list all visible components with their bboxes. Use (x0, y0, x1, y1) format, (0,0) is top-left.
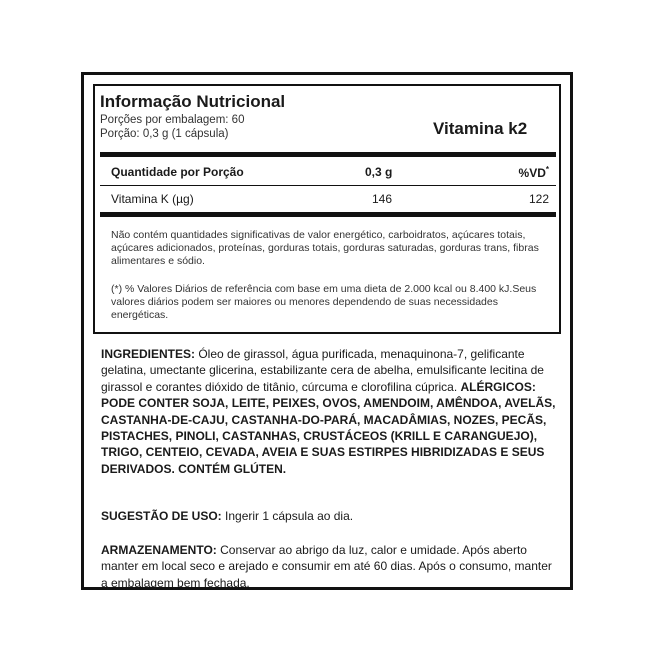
vitamin-k-name: Vitamina K (µg) (111, 192, 194, 206)
vitamin-k-dv: 122 (528, 192, 549, 206)
nutrition-label (81, 72, 573, 590)
header-dv-text: %VD (518, 166, 546, 180)
usage-label: SUGESTÃO DE USO: (101, 509, 222, 523)
vitamin-k-amount: 146 (372, 192, 393, 206)
storage-label: ARMAZENAMENTO: (101, 543, 217, 557)
ingredients-text: Óleo de girassol, água purificada, menaquinona-7, gelificante gelatina, umectante glicerina, estabilizante cera de abelha, emulsificante lecitina de girassol e corantes dióxido de titânio, cúrcuma e clorofilina cúprica. (101, 347, 544, 394)
storage-text: Conservar ao abrigo da luz, calor e umidade. Após aberto manter em local seco e arejado e consumir em até 60 dias. Após o consumo, manter a embalagem bem fechada. (101, 543, 552, 590)
panel-title: Informação Nutricional (100, 92, 286, 111)
storage-section (101, 542, 561, 591)
allergens-text: ALÉRGICOS: PODE CONTER SOJA, LEITE, PEIXES, OVOS, AMENDOIM, AMÊNDOA, AVELÃS, CASTANHA-DE-CAJU, CASTANHA-DO-PARÁ, MACADÂMIAS, NOZES, PECÃS, PISTACHES, PINOLI, CASTANHAS, CRUSTÁCEOS (KRILL E CARANGUEJO), TRIGO, CENTEIO, CEVADA, AVEIA E SUAS ESTIRPES HIBRIDIZADAS E SEUS DERIVADOS. CONTÉM GLÚTEN. (101, 379, 556, 476)
ingredients-label: INGREDIENTES: (101, 347, 196, 361)
usage-text: Ingerir 1 cápsula ao dia. (221, 509, 354, 523)
header-daily-value (519, 165, 549, 180)
header-dv-asterisk: * (545, 165, 549, 174)
daily-values-note: (*) % Valores Diários de referência com base em uma dieta de 2.000 kcal ou 8.400 kJ.Seus valores diários podem ser maiores ou menores dependendo de suas necessidades energéticas. (111, 283, 537, 321)
usage-section (101, 509, 561, 523)
thick-divider-bottom (100, 212, 556, 217)
header-quantity-per-serving: Quantidade por Porção (111, 165, 244, 179)
ingredients-section (101, 346, 561, 477)
insignificant-nutrients-note: Não contém quantidades significativas de valor energético, carboidratos, açúcares totais, açúcares adicionados, proteínas, gorduras totais, gorduras saturadas, gorduras trans, fibras alimentares e sódio. (111, 229, 539, 267)
product-name: Vitamina k2 (433, 119, 528, 138)
serving-size: Porção: 0,3 g (1 cápsula) (100, 128, 229, 140)
table-divider (100, 185, 556, 186)
servings-per-package: Porções por embalagem: 60 (100, 114, 245, 126)
thick-divider-top (100, 152, 556, 157)
nutrition-facts-panel (93, 84, 561, 334)
header-serving-amount: 0,3 g (365, 165, 393, 179)
